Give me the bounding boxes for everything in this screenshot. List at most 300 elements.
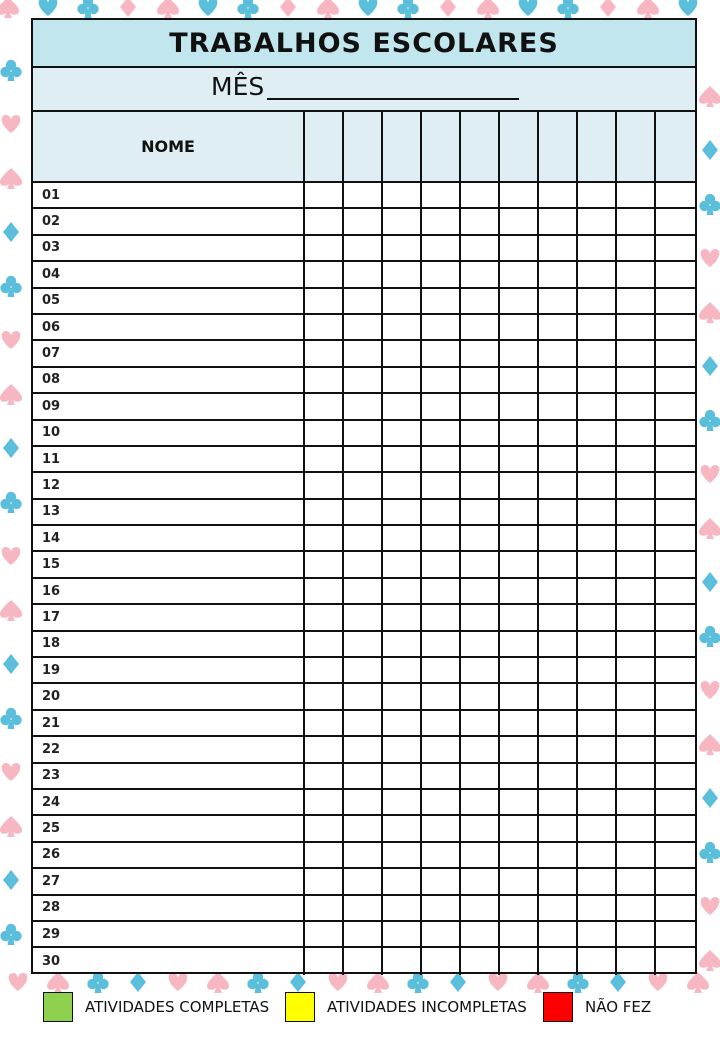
mark-cell[interactable]	[617, 552, 656, 576]
mark-cell[interactable]	[383, 526, 422, 550]
mark-cell[interactable]	[305, 368, 344, 392]
mark-cell[interactable]	[383, 605, 422, 629]
row-number[interactable]: 08	[33, 368, 305, 392]
mark-cell[interactable]	[500, 843, 539, 867]
mark-cell[interactable]	[305, 632, 344, 656]
mark-cell[interactable]	[305, 500, 344, 524]
mark-cell[interactable]	[344, 289, 383, 313]
mark-cell[interactable]	[461, 209, 500, 233]
mark-cell[interactable]	[422, 764, 461, 788]
row-number[interactable]: 16	[33, 579, 305, 603]
mark-cell[interactable]	[656, 552, 695, 576]
mark-cell[interactable]	[422, 183, 461, 207]
mark-cell[interactable]	[383, 948, 422, 974]
mark-cell[interactable]	[305, 394, 344, 418]
mark-cell[interactable]	[578, 183, 617, 207]
mark-cell[interactable]	[578, 209, 617, 233]
mark-cell[interactable]	[500, 684, 539, 708]
mark-cell[interactable]	[305, 922, 344, 946]
mark-cell[interactable]	[461, 394, 500, 418]
header-column-6[interactable]	[500, 112, 539, 181]
mark-cell[interactable]	[422, 948, 461, 974]
mark-cell[interactable]	[305, 447, 344, 471]
mark-cell[interactable]	[422, 368, 461, 392]
mark-cell[interactable]	[617, 341, 656, 365]
mark-cell[interactable]	[500, 394, 539, 418]
row-number[interactable]: 10	[33, 421, 305, 445]
mark-cell[interactable]	[383, 289, 422, 313]
mark-cell[interactable]	[656, 684, 695, 708]
mark-cell[interactable]	[656, 421, 695, 445]
mark-cell[interactable]	[383, 658, 422, 682]
mark-cell[interactable]	[344, 368, 383, 392]
mark-cell[interactable]	[617, 183, 656, 207]
mark-cell[interactable]	[383, 183, 422, 207]
mark-cell[interactable]	[578, 552, 617, 576]
mark-cell[interactable]	[344, 447, 383, 471]
mark-cell[interactable]	[539, 869, 578, 893]
mark-cell[interactable]	[539, 843, 578, 867]
mark-cell[interactable]	[344, 711, 383, 735]
mark-cell[interactable]	[461, 236, 500, 260]
mark-cell[interactable]	[617, 922, 656, 946]
mark-cell[interactable]	[461, 421, 500, 445]
mark-cell[interactable]	[617, 236, 656, 260]
mark-cell[interactable]	[383, 421, 422, 445]
mark-cell[interactable]	[656, 658, 695, 682]
mark-cell[interactable]	[539, 658, 578, 682]
mark-cell[interactable]	[656, 948, 695, 974]
mark-cell[interactable]	[305, 816, 344, 840]
mark-cell[interactable]	[461, 816, 500, 840]
mark-cell[interactable]	[422, 737, 461, 761]
row-number[interactable]: 20	[33, 684, 305, 708]
mark-cell[interactable]	[344, 948, 383, 974]
mark-cell[interactable]	[461, 869, 500, 893]
mark-cell[interactable]	[656, 737, 695, 761]
mark-cell[interactable]	[539, 289, 578, 313]
mark-cell[interactable]	[422, 922, 461, 946]
mark-cell[interactable]	[617, 737, 656, 761]
mark-cell[interactable]	[500, 500, 539, 524]
mark-cell[interactable]	[578, 526, 617, 550]
mark-cell[interactable]	[656, 764, 695, 788]
mark-cell[interactable]	[305, 341, 344, 365]
header-column-7[interactable]	[539, 112, 578, 181]
row-number[interactable]: 19	[33, 658, 305, 682]
mark-cell[interactable]	[461, 684, 500, 708]
mark-cell[interactable]	[617, 394, 656, 418]
mark-cell[interactable]	[461, 737, 500, 761]
row-number[interactable]: 22	[33, 737, 305, 761]
mark-cell[interactable]	[461, 289, 500, 313]
mark-cell[interactable]	[461, 262, 500, 286]
mark-cell[interactable]	[656, 711, 695, 735]
mark-cell[interactable]	[422, 579, 461, 603]
mark-cell[interactable]	[344, 816, 383, 840]
mark-cell[interactable]	[305, 711, 344, 735]
mark-cell[interactable]	[656, 183, 695, 207]
mark-cell[interactable]	[305, 236, 344, 260]
mark-cell[interactable]	[578, 368, 617, 392]
mark-cell[interactable]	[578, 816, 617, 840]
mark-cell[interactable]	[305, 209, 344, 233]
mark-cell[interactable]	[617, 948, 656, 974]
mark-cell[interactable]	[305, 552, 344, 576]
mark-cell[interactable]	[344, 209, 383, 233]
row-number[interactable]: 04	[33, 262, 305, 286]
mark-cell[interactable]	[461, 896, 500, 920]
mark-cell[interactable]	[617, 816, 656, 840]
mark-cell[interactable]	[422, 552, 461, 576]
mark-cell[interactable]	[656, 843, 695, 867]
mark-cell[interactable]	[539, 737, 578, 761]
row-number[interactable]: 29	[33, 922, 305, 946]
mark-cell[interactable]	[617, 684, 656, 708]
mark-cell[interactable]	[500, 869, 539, 893]
mark-cell[interactable]	[539, 552, 578, 576]
mark-cell[interactable]	[539, 896, 578, 920]
mark-cell[interactable]	[617, 843, 656, 867]
row-number[interactable]: 17	[33, 605, 305, 629]
mark-cell[interactable]	[461, 922, 500, 946]
mark-cell[interactable]	[500, 552, 539, 576]
mark-cell[interactable]	[305, 605, 344, 629]
mark-cell[interactable]	[305, 421, 344, 445]
mark-cell[interactable]	[344, 526, 383, 550]
mark-cell[interactable]	[500, 183, 539, 207]
row-number[interactable]: 25	[33, 816, 305, 840]
mark-cell[interactable]	[344, 737, 383, 761]
mark-cell[interactable]	[422, 896, 461, 920]
mark-cell[interactable]	[539, 790, 578, 814]
mark-cell[interactable]	[422, 500, 461, 524]
mark-cell[interactable]	[305, 526, 344, 550]
mark-cell[interactable]	[500, 896, 539, 920]
mark-cell[interactable]	[383, 711, 422, 735]
mark-cell[interactable]	[461, 764, 500, 788]
mark-cell[interactable]	[461, 500, 500, 524]
mark-cell[interactable]	[383, 579, 422, 603]
mark-cell[interactable]	[578, 447, 617, 471]
row-number[interactable]: 02	[33, 209, 305, 233]
row-number[interactable]: 28	[33, 896, 305, 920]
mark-cell[interactable]	[500, 526, 539, 550]
row-number[interactable]: 26	[33, 843, 305, 867]
mark-cell[interactable]	[539, 605, 578, 629]
mark-cell[interactable]	[344, 315, 383, 339]
mark-cell[interactable]	[578, 658, 617, 682]
mark-cell[interactable]	[344, 869, 383, 893]
mark-cell[interactable]	[578, 684, 617, 708]
mark-cell[interactable]	[578, 262, 617, 286]
mark-cell[interactable]	[422, 816, 461, 840]
mark-cell[interactable]	[539, 922, 578, 946]
mark-cell[interactable]	[383, 790, 422, 814]
mark-cell[interactable]	[500, 790, 539, 814]
mark-cell[interactable]	[578, 289, 617, 313]
mark-cell[interactable]	[383, 632, 422, 656]
mark-cell[interactable]	[344, 922, 383, 946]
mark-cell[interactable]	[656, 341, 695, 365]
mark-cell[interactable]	[344, 790, 383, 814]
mark-cell[interactable]	[539, 632, 578, 656]
mark-cell[interactable]	[305, 896, 344, 920]
mark-cell[interactable]	[383, 394, 422, 418]
mark-cell[interactable]	[539, 764, 578, 788]
row-number[interactable]: 23	[33, 764, 305, 788]
mark-cell[interactable]	[539, 684, 578, 708]
mark-cell[interactable]	[344, 552, 383, 576]
mark-cell[interactable]	[344, 394, 383, 418]
mark-cell[interactable]	[539, 711, 578, 735]
mark-cell[interactable]	[305, 790, 344, 814]
mark-cell[interactable]	[422, 262, 461, 286]
mark-cell[interactable]	[344, 579, 383, 603]
mark-cell[interactable]	[344, 764, 383, 788]
header-column-3[interactable]	[383, 112, 422, 181]
mark-cell[interactable]	[656, 289, 695, 313]
mark-cell[interactable]	[617, 605, 656, 629]
row-number[interactable]: 05	[33, 289, 305, 313]
mark-cell[interactable]	[578, 315, 617, 339]
mark-cell[interactable]	[305, 684, 344, 708]
mark-cell[interactable]	[656, 394, 695, 418]
row-number[interactable]: 09	[33, 394, 305, 418]
mark-cell[interactable]	[344, 500, 383, 524]
mark-cell[interactable]	[383, 447, 422, 471]
mark-cell[interactable]	[578, 473, 617, 497]
mark-cell[interactable]	[422, 526, 461, 550]
mark-cell[interactable]	[656, 922, 695, 946]
mark-cell[interactable]	[422, 605, 461, 629]
mark-cell[interactable]	[656, 869, 695, 893]
mark-cell[interactable]	[461, 473, 500, 497]
mark-cell[interactable]	[500, 262, 539, 286]
mark-cell[interactable]	[656, 605, 695, 629]
mark-cell[interactable]	[383, 341, 422, 365]
mark-cell[interactable]	[617, 896, 656, 920]
mark-cell[interactable]	[539, 526, 578, 550]
mark-cell[interactable]	[656, 447, 695, 471]
mark-cell[interactable]	[617, 526, 656, 550]
mark-cell[interactable]	[578, 922, 617, 946]
mark-cell[interactable]	[539, 948, 578, 974]
mark-cell[interactable]	[500, 447, 539, 471]
mark-cell[interactable]	[500, 764, 539, 788]
mark-cell[interactable]	[500, 236, 539, 260]
mark-cell[interactable]	[383, 552, 422, 576]
mark-cell[interactable]	[617, 790, 656, 814]
mark-cell[interactable]	[578, 632, 617, 656]
mark-cell[interactable]	[422, 843, 461, 867]
mark-cell[interactable]	[578, 500, 617, 524]
mark-cell[interactable]	[305, 262, 344, 286]
mark-cell[interactable]	[578, 341, 617, 365]
mark-cell[interactable]	[539, 262, 578, 286]
row-number[interactable]: 07	[33, 341, 305, 365]
mark-cell[interactable]	[500, 816, 539, 840]
mark-cell[interactable]	[500, 289, 539, 313]
mark-cell[interactable]	[617, 421, 656, 445]
mark-cell[interactable]	[578, 579, 617, 603]
mark-cell[interactable]	[539, 421, 578, 445]
mark-cell[interactable]	[383, 262, 422, 286]
mark-cell[interactable]	[500, 341, 539, 365]
mark-cell[interactable]	[422, 711, 461, 735]
row-number[interactable]: 03	[33, 236, 305, 260]
mark-cell[interactable]	[461, 341, 500, 365]
mark-cell[interactable]	[422, 341, 461, 365]
row-number[interactable]: 21	[33, 711, 305, 735]
mark-cell[interactable]	[539, 473, 578, 497]
mark-cell[interactable]	[500, 473, 539, 497]
mark-cell[interactable]	[500, 368, 539, 392]
mark-cell[interactable]	[617, 368, 656, 392]
mark-cell[interactable]	[617, 632, 656, 656]
row-number[interactable]: 18	[33, 632, 305, 656]
mark-cell[interactable]	[305, 315, 344, 339]
mark-cell[interactable]	[656, 368, 695, 392]
mark-cell[interactable]	[383, 896, 422, 920]
mark-cell[interactable]	[500, 315, 539, 339]
mark-cell[interactable]	[539, 447, 578, 471]
mark-cell[interactable]	[578, 421, 617, 445]
mark-cell[interactable]	[422, 394, 461, 418]
mark-cell[interactable]	[344, 421, 383, 445]
mark-cell[interactable]	[383, 368, 422, 392]
mark-cell[interactable]	[578, 764, 617, 788]
mark-cell[interactable]	[617, 209, 656, 233]
mark-cell[interactable]	[305, 843, 344, 867]
mark-cell[interactable]	[344, 341, 383, 365]
header-column-9[interactable]	[617, 112, 656, 181]
mark-cell[interactable]	[383, 684, 422, 708]
mark-cell[interactable]	[539, 816, 578, 840]
row-number[interactable]: 15	[33, 552, 305, 576]
mark-cell[interactable]	[500, 948, 539, 974]
mark-cell[interactable]	[539, 183, 578, 207]
mark-cell[interactable]	[578, 790, 617, 814]
mark-cell[interactable]	[617, 315, 656, 339]
mark-cell[interactable]	[578, 605, 617, 629]
mark-cell[interactable]	[617, 473, 656, 497]
mark-cell[interactable]	[578, 394, 617, 418]
row-number[interactable]: 12	[33, 473, 305, 497]
mark-cell[interactable]	[305, 658, 344, 682]
mark-cell[interactable]	[461, 447, 500, 471]
mark-cell[interactable]	[617, 869, 656, 893]
mark-cell[interactable]	[578, 711, 617, 735]
mark-cell[interactable]	[578, 236, 617, 260]
mark-cell[interactable]	[422, 790, 461, 814]
mark-cell[interactable]	[617, 500, 656, 524]
mark-cell[interactable]	[617, 447, 656, 471]
mark-cell[interactable]	[578, 843, 617, 867]
header-column-1[interactable]	[305, 112, 344, 181]
mark-cell[interactable]	[383, 236, 422, 260]
mark-cell[interactable]	[383, 843, 422, 867]
mark-cell[interactable]	[617, 262, 656, 286]
mark-cell[interactable]	[539, 209, 578, 233]
mark-cell[interactable]	[539, 341, 578, 365]
header-column-4[interactable]	[422, 112, 461, 181]
mark-cell[interactable]	[617, 764, 656, 788]
mark-cell[interactable]	[422, 315, 461, 339]
mark-cell[interactable]	[383, 473, 422, 497]
mark-cell[interactable]	[656, 816, 695, 840]
mark-cell[interactable]	[422, 684, 461, 708]
mark-cell[interactable]	[305, 289, 344, 313]
mark-cell[interactable]	[305, 948, 344, 974]
mark-cell[interactable]	[500, 209, 539, 233]
mark-cell[interactable]	[656, 500, 695, 524]
mark-cell[interactable]	[305, 473, 344, 497]
mark-cell[interactable]	[617, 289, 656, 313]
mark-cell[interactable]	[383, 869, 422, 893]
mark-cell[interactable]	[344, 262, 383, 286]
mark-cell[interactable]	[461, 711, 500, 735]
mark-cell[interactable]	[617, 658, 656, 682]
mark-cell[interactable]	[578, 896, 617, 920]
mark-cell[interactable]	[500, 922, 539, 946]
mark-cell[interactable]	[500, 632, 539, 656]
mark-cell[interactable]	[305, 579, 344, 603]
mark-cell[interactable]	[344, 658, 383, 682]
mark-cell[interactable]	[539, 315, 578, 339]
mark-cell[interactable]	[422, 869, 461, 893]
mark-cell[interactable]	[383, 209, 422, 233]
mark-cell[interactable]	[539, 236, 578, 260]
mark-cell[interactable]	[578, 869, 617, 893]
mark-cell[interactable]	[461, 605, 500, 629]
mark-cell[interactable]	[539, 500, 578, 524]
mark-cell[interactable]	[305, 869, 344, 893]
mark-cell[interactable]	[461, 368, 500, 392]
mark-cell[interactable]	[617, 711, 656, 735]
mark-cell[interactable]	[656, 896, 695, 920]
mark-cell[interactable]	[461, 948, 500, 974]
mark-cell[interactable]	[500, 605, 539, 629]
mark-cell[interactable]	[656, 790, 695, 814]
mark-cell[interactable]	[656, 315, 695, 339]
mark-cell[interactable]	[656, 262, 695, 286]
mark-cell[interactable]	[461, 658, 500, 682]
mark-cell[interactable]	[461, 183, 500, 207]
mark-cell[interactable]	[500, 579, 539, 603]
mark-cell[interactable]	[539, 394, 578, 418]
mark-cell[interactable]	[344, 632, 383, 656]
mark-cell[interactable]	[344, 605, 383, 629]
mark-cell[interactable]	[539, 368, 578, 392]
mark-cell[interactable]	[578, 948, 617, 974]
mark-cell[interactable]	[461, 526, 500, 550]
mark-cell[interactable]	[461, 579, 500, 603]
row-number[interactable]: 30	[33, 948, 305, 974]
mark-cell[interactable]	[344, 236, 383, 260]
mark-cell[interactable]	[344, 473, 383, 497]
mark-cell[interactable]	[422, 658, 461, 682]
mark-cell[interactable]	[500, 737, 539, 761]
mark-cell[interactable]	[344, 896, 383, 920]
mark-cell[interactable]	[422, 236, 461, 260]
header-column-8[interactable]	[578, 112, 617, 181]
mark-cell[interactable]	[461, 632, 500, 656]
mark-cell[interactable]	[305, 764, 344, 788]
mark-cell[interactable]	[383, 737, 422, 761]
mark-cell[interactable]	[461, 552, 500, 576]
mark-cell[interactable]	[656, 579, 695, 603]
